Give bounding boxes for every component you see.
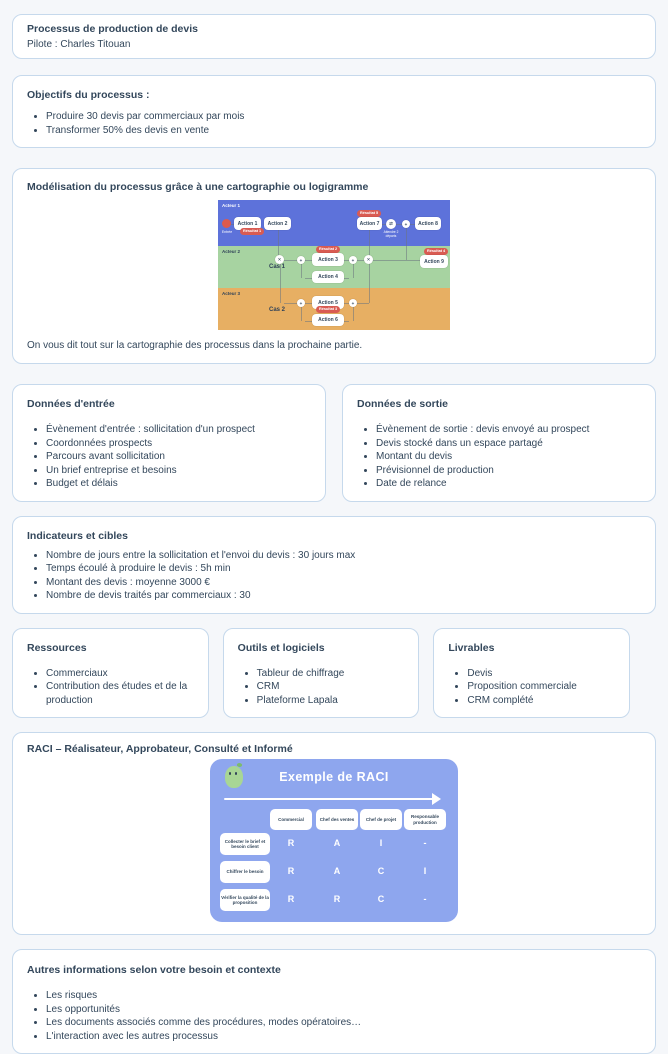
objectives-card [12, 75, 656, 148]
raci-cell: A [333, 838, 341, 848]
lane-label: Acteur 2 [222, 249, 241, 254]
list-item: • Proposition commerciale [467, 680, 615, 694]
connector-line [357, 260, 364, 261]
resources-title: Ressources [27, 641, 87, 654]
list-item: • Budget et délais [46, 477, 311, 491]
output-data-title: Données de sortie [357, 398, 449, 410]
indicators-card [12, 516, 656, 614]
result-badge: Résultat 2 [316, 246, 340, 253]
connector-line [301, 264, 302, 278]
raci-cell: I [379, 838, 383, 848]
list-item: • Nombre de jours entre la sollicitation et l'envoi du devis : 30 jours max [46, 549, 641, 563]
raci-column-header: Responsable production [404, 809, 446, 830]
or-gate-icon: + [297, 299, 305, 307]
page-title: Processus de production de devis [27, 23, 198, 35]
raci-column-header: Commercial [270, 809, 312, 830]
case-label: Cas 1 [268, 264, 285, 270]
action-node: Action 9 [420, 255, 448, 268]
raci-row-label: Vérifier la qualité de la proposition [220, 889, 270, 911]
list-item: • Nombre de devis traités par commerciaux : 30 [46, 589, 641, 603]
loop-gate-icon: ⇄ [386, 219, 396, 229]
connector-line [305, 278, 312, 279]
connector-line [305, 321, 312, 322]
or-gate-icon: + [402, 220, 410, 228]
lane-label: Acteur 3 [222, 291, 241, 296]
raci-cell: A [333, 866, 341, 876]
modeling-note: On vous dit tout sur la cartographie des processus dans la prochaine partie. [27, 340, 363, 351]
connector-line [369, 264, 370, 303]
list-item: • Devis [467, 667, 615, 681]
action-node: Action 5 [312, 296, 344, 309]
indicators-title: Indicateurs et cibles [27, 529, 128, 542]
indicators-list [27, 549, 641, 603]
output-data-card [342, 384, 656, 502]
output-data-list [357, 423, 641, 491]
list-item: • Parcours avant sollicitation [46, 450, 311, 464]
list-item: • L'interaction avec les autres processus [46, 1030, 641, 1044]
or-gate-icon: + [349, 299, 357, 307]
list-item: • Date de relance [376, 477, 641, 491]
resources-list [27, 667, 194, 708]
pilot-line: Pilote : Charles Titouan [27, 39, 131, 50]
raci-example-panel [210, 759, 458, 922]
raci-cell: C [377, 894, 385, 904]
mascot-leaf-icon [236, 762, 242, 768]
action-node: Action 2 [264, 217, 291, 230]
input-data-card [12, 384, 326, 502]
modeling-card [12, 168, 656, 364]
other-info-card [12, 949, 656, 1054]
raci-cell: R [287, 838, 295, 848]
list-item: • Tableur de chiffrage [257, 667, 405, 681]
list-item: • Contribution des études et de la production [46, 680, 194, 707]
connector-line [373, 260, 420, 261]
result-badge: Résultat 1 [240, 228, 264, 235]
list-item: • Plateforme Lapala [257, 694, 405, 708]
tools-list [238, 667, 405, 708]
arrow-icon [224, 798, 436, 800]
connector-line [284, 303, 297, 304]
result-badge: Résultat 3 [316, 306, 340, 313]
list-item: • Montant du devis [376, 450, 641, 464]
raci-cell: I [423, 866, 427, 876]
list-item: • Évènement de sortie : devis envoyé au prospect [376, 423, 641, 437]
result-badge: Résultat 5 [357, 210, 381, 217]
raci-column-header: Chef des ventes [316, 809, 358, 830]
connector-line [278, 230, 279, 255]
connector-line [353, 307, 354, 321]
raci-cell: - [423, 894, 427, 904]
connector-line [301, 307, 302, 321]
input-data-list [27, 423, 311, 491]
and-gate-icon: ✕ [364, 255, 373, 264]
raci-title: RACI – Réalisateur, Approbateur, Consulté et Informé [27, 743, 293, 755]
raci-row-label: Collecter le brief et besoin client [220, 833, 270, 855]
other-info-list [27, 989, 641, 1043]
loop-note: Attendre 2 départs [383, 230, 399, 238]
list-item: • CRM complété [467, 694, 615, 708]
tools-card [223, 628, 420, 719]
input-data-title: Données d'entrée [27, 398, 115, 410]
list-item: • Un brief entreprise et besoins [46, 464, 311, 478]
or-gate-icon: + [349, 256, 357, 264]
and-gate-icon: ✕ [275, 255, 284, 264]
case-label: Cas 2 [268, 307, 285, 313]
or-gate-icon: + [297, 256, 305, 264]
start-label: Entrée [221, 230, 233, 234]
action-node: Action 8 [415, 217, 441, 230]
raci-row-label: Chiffrer le besoin [220, 861, 270, 883]
list-item: • Les risques [46, 989, 641, 1003]
deliverables-card [433, 628, 630, 719]
raci-cell: R [287, 866, 295, 876]
raci-cell: R [287, 894, 295, 904]
raci-column-header: Chef de projet [360, 809, 402, 830]
connector-line [369, 230, 370, 255]
raci-card [12, 732, 656, 935]
other-info-title: Autres informations selon votre besoin et contexte [27, 964, 281, 976]
connector-line [344, 321, 349, 322]
raci-cell: C [377, 866, 385, 876]
raci-cell: - [423, 838, 427, 848]
action-node: Action 1 [234, 217, 261, 230]
connector-line [284, 260, 297, 261]
action-node: Action 7 [357, 217, 382, 230]
list-item: • Transformer 50% des devis en vente [46, 124, 641, 138]
deliverables-title: Livrables [448, 641, 495, 654]
process-sheet-page [0, 14, 668, 1042]
connector-line [357, 303, 369, 304]
modeling-title: Modélisation du processus grâce à une cartographie ou logigramme [27, 181, 369, 193]
connector-line [406, 228, 407, 260]
raci-panel-heading: Exemple de RACI [279, 770, 389, 784]
list-item: • Les opportunités [46, 1003, 641, 1017]
list-item: • Produire 30 devis par commerciaux par mois [46, 110, 641, 124]
resources-card [12, 628, 209, 719]
connector-line [344, 278, 349, 279]
deliverables-list [448, 667, 615, 708]
header-card [12, 14, 656, 59]
raci-cell: R [333, 894, 341, 904]
connector-line [305, 303, 312, 304]
action-node: Action 3 [312, 253, 344, 266]
tools-title: Outils et logiciels [237, 641, 325, 654]
resources-row [12, 628, 630, 719]
result-badge: Résultat 4 [424, 248, 448, 255]
action-node: Action 6 [312, 314, 344, 326]
list-item: • Temps écoulé à produire le devis : 5h min [46, 562, 641, 576]
start-node-icon [222, 219, 231, 228]
lane-label: Acteur 1 [222, 203, 241, 208]
action-node: Action 4 [312, 271, 344, 283]
list-item: • CRM [257, 680, 405, 694]
connector-line [305, 260, 312, 261]
arrow-head-icon [432, 793, 441, 805]
io-row [12, 384, 656, 502]
list-item: • Montant des devis : moyenne 3000 € [46, 576, 641, 590]
list-item: • Commerciaux [46, 667, 194, 681]
list-item: • Coordonnées prospects [46, 437, 311, 451]
list-item: • Évènement d'entrée : sollicitation d'un prospect [46, 423, 311, 437]
list-item: • Devis stocké dans un espace partagé [376, 437, 641, 451]
objectives-list [27, 110, 641, 137]
process-map-diagram [218, 200, 450, 330]
objectives-title: Objectifs du processus : [27, 89, 150, 101]
list-item: • Les documents associés comme des procédures, modes opératoires… [46, 1016, 641, 1030]
list-item: • Prévisionnel de production [376, 464, 641, 478]
connector-line [353, 264, 354, 278]
